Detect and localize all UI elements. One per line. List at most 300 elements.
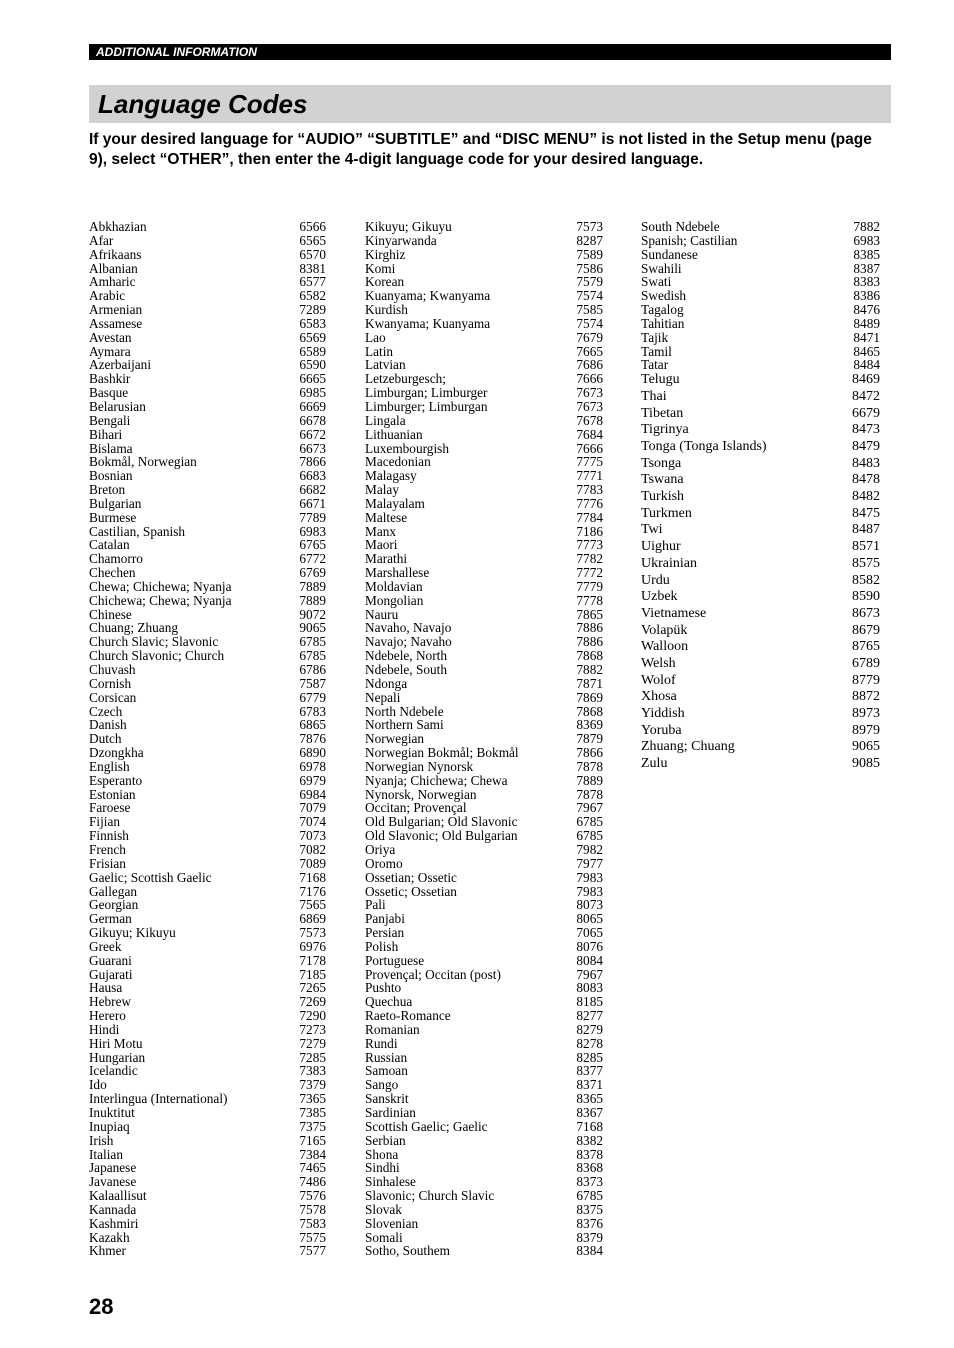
language-row [641,289,880,303]
language-code: 8368 [576,1160,603,1176]
language-row [365,815,603,829]
language-code: 8379 [576,1229,603,1245]
language-name: Lithuanian [365,426,423,442]
language-name: Limburger; Limburgan [365,398,488,414]
language-column-2 [365,220,603,1258]
language-row [365,995,603,1009]
language-row [641,739,880,756]
language-name: English [89,758,130,774]
language-name: Hungarian [89,1049,146,1065]
language-code: 7784 [576,509,603,525]
language-row [89,1244,326,1258]
language-row [89,981,326,995]
language-row [365,871,603,885]
title-bar [89,85,891,123]
language-code: 7886 [576,634,603,650]
language-code: 7882 [853,219,880,234]
language-row [89,774,326,788]
language-code: 7983 [576,883,603,899]
language-row [365,594,603,608]
language-row [365,372,603,386]
language-code: 6671 [299,495,326,511]
language-name: Chinese [89,606,132,622]
language-code: 8483 [852,455,880,471]
language-code: 7082 [299,841,326,857]
language-code: 7383 [299,1063,326,1079]
language-code: 6589 [299,343,326,359]
language-row [641,706,880,723]
language-row [89,1134,326,1148]
language-name: Hebrew [89,994,132,1010]
language-row [365,525,603,539]
language-code: 7585 [576,302,603,318]
language-code: 7589 [576,246,603,262]
language-code: 7574 [576,288,603,304]
language-name: Japanese [89,1160,137,1176]
language-row [641,656,880,673]
language-row [89,1092,326,1106]
language-name: Navaho, Navajo [365,620,452,636]
language-row [641,623,880,640]
language-name: Navajo; Navaho [365,634,452,650]
language-row [365,511,603,525]
language-row [365,954,603,968]
language-row [365,843,603,857]
language-code: 8373 [576,1174,603,1190]
language-row [365,483,603,497]
language-name: Inuktitut [89,1105,135,1120]
language-name: Interlingua (International) [89,1091,228,1107]
language-name: Gujarati [89,966,133,982]
language-code: 7073 [299,828,326,844]
language-name: North Ndebele [365,703,444,719]
language-name: Ndebele, North [365,648,447,664]
language-row [365,1106,603,1120]
language-name: Uzbek [641,589,678,605]
language-name: Kuanyama; Kwanyama [365,288,491,304]
language-row [89,1120,326,1134]
language-name: Tahitian [641,315,685,331]
language-code: 7573 [576,219,603,234]
language-row [365,1148,603,1162]
language-name: Sardinian [365,1105,416,1120]
language-code: 8582 [852,572,880,588]
language-row [89,1037,326,1051]
language-row [89,428,326,442]
language-code: 9065 [852,739,880,755]
language-row [89,912,326,926]
language-row [641,422,880,439]
language-name: Quechua [365,994,413,1010]
language-code: 6590 [299,357,326,373]
language-row [365,788,603,802]
language-code: 7982 [576,841,603,857]
language-code: 7776 [576,495,603,511]
language-code: 6772 [299,551,326,567]
language-code: 7678 [576,412,603,428]
language-code: 6582 [299,288,326,304]
language-code: 7579 [576,274,603,290]
language-code: 6985 [299,385,326,401]
language-name: Bihari [89,426,123,442]
language-row [365,262,603,276]
language-code: 7079 [299,800,326,816]
language-name: Bashkir [89,371,131,387]
language-code: 6785 [576,828,603,844]
language-name: Church Slavonic; Church [89,648,225,664]
language-code: 7666 [576,371,603,387]
language-name: Zulu [641,756,668,772]
language-row [89,275,326,289]
language-name: Portuguese [365,952,425,968]
language-name: Malagasy [365,468,417,484]
language-code: 7783 [576,482,603,498]
language-row [365,732,603,746]
language-code: 7290 [299,1008,326,1024]
language-name: Maltese [365,509,408,525]
language-row [89,871,326,885]
language-row [89,898,326,912]
language-row [365,760,603,774]
language-name: Bislama [89,440,133,456]
language-row [89,677,326,691]
language-row [365,691,603,705]
language-name: Faroese [89,800,131,816]
language-name: Tajik [641,329,669,345]
language-code: 7673 [576,385,603,401]
language-name: Tswana [641,472,684,488]
language-name: Bulgarian [89,495,142,511]
language-name: Walloon [641,639,689,655]
language-row [89,1009,326,1023]
language-name: Hiri Motu [89,1035,143,1051]
language-name: Slovak [365,1201,402,1217]
language-name: Malay [365,482,399,498]
language-code: 7868 [576,648,603,664]
language-name: Greek [89,938,122,954]
language-code: 6783 [299,703,326,719]
language-name: Ndebele, South [365,662,447,677]
language-code: 8679 [852,622,880,638]
language-row [365,469,603,483]
language-name: Manx [365,523,397,539]
language-row [365,317,603,331]
page-number: 28 [89,1294,114,1319]
language-name: Chewa; Chichewa; Nyanja [89,578,232,594]
language-code: 7065 [576,925,603,941]
language-row [641,522,880,539]
language-code: 7869 [576,689,603,705]
language-name: Komi [365,260,396,276]
language-code: 7665 [576,343,603,359]
language-name: Ossetic; Ossetian [365,883,457,899]
language-code: 7889 [299,592,326,608]
language-row [365,1175,603,1189]
language-row [89,760,326,774]
language-row [89,469,326,483]
language-name: Letzeburgesch; [365,371,446,387]
language-name: Gallegan [89,883,137,899]
language-row [89,1078,326,1092]
language-name: Chuang; Zhuang [89,620,179,636]
language-code: 7285 [299,1049,326,1065]
language-name: Gikuyu; Kikuyu [89,925,176,941]
language-row [365,386,603,400]
language-row [641,303,880,317]
language-name: Icelandic [89,1063,138,1079]
language-code: 8673 [852,605,880,621]
language-name: Ndonga [365,675,408,691]
language-name: Yiddish [641,706,685,722]
language-name: Basque [89,385,129,401]
language-name: Arabic [89,288,126,304]
language-row [365,220,603,234]
language-code: 8381 [299,260,326,276]
language-row [89,718,326,732]
language-code: 6984 [299,786,326,802]
language-name: Spanish; Castilian [641,232,738,248]
language-row [641,358,880,372]
language-name: Kazakh [89,1229,130,1245]
language-code: 6577 [299,274,326,290]
language-code: 7289 [299,302,326,318]
language-code: 7465 [299,1160,326,1176]
language-code: 8385 [853,246,880,262]
language-row [89,663,326,677]
language-row [365,857,603,871]
language-row [365,1078,603,1092]
language-code: 7186 [576,523,603,539]
language-row [89,1106,326,1120]
language-row [365,1217,603,1231]
language-row [89,954,326,968]
language-name: Welsh [641,655,676,671]
language-row [641,506,880,523]
language-code: 7074 [299,814,326,830]
language-name: Romanian [365,1021,420,1037]
language-code: 7871 [576,675,603,691]
language-row [89,289,326,303]
language-code: 6786 [299,662,326,677]
language-row [365,608,603,622]
language-code: 8073 [576,897,603,913]
language-code: 7365 [299,1091,326,1107]
language-code: 8575 [852,555,880,571]
language-row [365,358,603,372]
language-row [641,220,880,234]
language-row [89,801,326,815]
language-name: Frisian [89,855,126,871]
language-row [365,414,603,428]
language-row [641,372,880,389]
language-row [89,234,326,248]
language-code: 7168 [576,1118,603,1134]
language-row [89,483,326,497]
language-name: Somali [365,1229,403,1245]
language-row [365,1037,603,1051]
language-code: 8872 [852,689,880,705]
language-name: Tigrinya [641,422,689,438]
language-row [89,1189,326,1203]
language-code: 7782 [576,551,603,567]
language-name: Kashmiri [89,1215,139,1231]
language-row [365,677,603,691]
language-name: Georgian [89,897,139,913]
language-row [365,303,603,317]
language-row [89,705,326,719]
language-name: Turkmen [641,505,692,521]
language-name: Khmer [89,1243,126,1259]
language-name: Kirghiz [365,246,406,262]
language-name: French [89,841,126,857]
language-code: 7269 [299,994,326,1010]
language-row [641,573,880,590]
language-row [365,663,603,677]
language-row [89,1203,326,1217]
language-row [641,489,880,506]
language-code: 7575 [299,1229,326,1245]
language-code: 6583 [299,315,326,331]
language-code: 8489 [853,315,880,331]
language-name: Moldavian [365,578,423,594]
language-name: Slavonic; Church Slavic [365,1188,495,1204]
language-code: 8076 [576,938,603,954]
language-row [89,995,326,1009]
language-code: 7876 [299,731,326,747]
language-name: Corsican [89,689,137,705]
language-name: Nepali [365,689,401,705]
language-row [89,608,326,622]
language-row [641,275,880,289]
language-name: Cornish [89,675,132,691]
language-column-1 [89,220,326,1258]
language-name: Armenian [89,302,143,318]
language-row [365,898,603,912]
language-row [89,331,326,345]
language-code: 7586 [576,260,603,276]
language-code: 7587 [299,675,326,691]
language-name: Danish [89,717,127,733]
language-name: Albanian [89,260,138,276]
language-row [365,275,603,289]
language-row [365,1009,603,1023]
language-row [641,556,880,573]
language-name: Burmese [89,509,137,525]
language-code: 8765 [852,639,880,655]
language-row [365,774,603,788]
language-name: Church Slavic; Slavonic [89,634,219,650]
language-row [365,442,603,456]
language-name: Ossetian; Ossetic [365,869,457,885]
language-code: 8779 [852,672,880,688]
language-row [365,926,603,940]
language-code: 6769 [299,565,326,581]
language-row [365,234,603,248]
language-code: 8371 [576,1077,603,1093]
language-code: 7178 [299,952,326,968]
language-name: Ukrainian [641,555,697,571]
language-name: Provençal; Occitan (post) [365,966,501,982]
language-row [365,1189,603,1203]
language-name: Swati [641,274,672,290]
language-name: Tagalog [641,302,684,318]
language-code: 7578 [299,1201,326,1217]
language-code: 8484 [853,357,880,373]
intro-text: If your desired language for “AUDIO” “SUBTITLE” and “DISC MENU” is not listed in the Setup menu (page 9), select “OTHER”, then enter the 4-digit language code for your desired language. [89,131,872,168]
language-row [89,538,326,552]
language-name: Swedish [641,288,687,304]
language-name: Aymara [89,343,131,359]
language-code: 7168 [299,869,326,885]
language-row [365,1161,603,1175]
language-row [365,801,603,815]
language-row [89,926,326,940]
language-code: 7686 [576,357,603,373]
language-code: 6785 [576,1188,603,1204]
language-code: 9072 [299,606,326,622]
language-code: 8476 [853,302,880,318]
language-row [89,497,326,511]
language-name: Norwegian Nynorsk [365,758,474,774]
language-row [89,455,326,469]
language-row [89,635,326,649]
language-row [641,345,880,359]
language-row [89,525,326,539]
language-row [365,289,603,303]
language-row [89,552,326,566]
language-code: 6983 [853,232,880,248]
language-name: Kalaallisut [89,1188,147,1204]
language-row [641,234,880,248]
language-code: 7775 [576,454,603,470]
language-name: Afar [89,232,114,248]
language-row [89,732,326,746]
language-code: 8387 [853,260,880,276]
language-name: Tsonga [641,455,682,471]
language-code: 7868 [576,703,603,719]
language-row [365,1051,603,1065]
language-row [365,705,603,719]
language-row [641,262,880,276]
language-row [641,689,880,706]
language-name: Chuvash [89,662,136,677]
language-row [365,248,603,262]
language-name: Mongolian [365,592,424,608]
language-code: 8382 [576,1132,603,1148]
language-name: Esperanto [89,772,143,788]
language-name: Tonga (Tonga Islands) [641,439,767,455]
language-code: 8287 [576,232,603,248]
language-row [641,539,880,556]
language-code: 7779 [576,578,603,594]
language-name: Sinhalese [365,1174,416,1190]
language-name: Malayalam [365,495,425,511]
language-code: 8482 [852,489,880,505]
language-code: 6869 [299,911,326,927]
language-row [89,1064,326,1078]
language-row [89,1231,326,1245]
language-code: 7273 [299,1021,326,1037]
language-row [365,455,603,469]
language-name: Javanese [89,1174,137,1190]
language-name: Telugu [641,372,680,388]
language-row [641,406,880,423]
language-name: Czech [89,703,123,719]
language-code: 8487 [852,522,880,538]
language-name: Urdu [641,572,670,588]
language-row [89,386,326,400]
language-row [89,580,326,594]
